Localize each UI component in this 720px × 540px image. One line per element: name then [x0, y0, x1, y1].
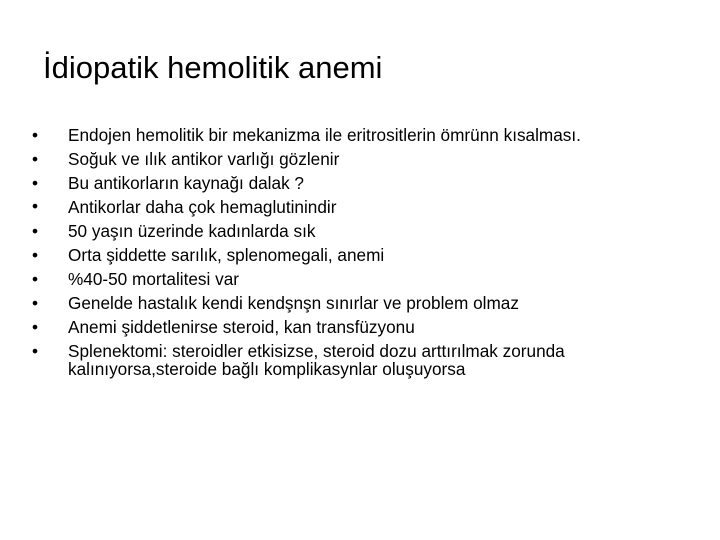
bullet-text: Antikorlar daha çok hemaglutinindir: [68, 197, 337, 217]
bullet-text: Endojen hemolitik bir mekanizma ile eritrositlerin ömrünn kısalması.: [68, 125, 581, 145]
bullet-icon: •: [32, 196, 39, 216]
bullet-text: 50 yaşın üzerinde kadınlarda sık: [68, 221, 316, 241]
list-item: [30, 267, 700, 291]
bullet-icon: •: [32, 341, 39, 361]
bullet-icon: •: [32, 317, 39, 337]
bullet-text: Genelde hastalık kendi kendşnşn sınırlar ve problem olmaz: [68, 293, 519, 313]
list-item: [30, 147, 700, 171]
bullet-text: Splenektomi: steroidler etkisizse, steroid dozu arttırılmak zorunda kalınıyorsa,steroide bağlı komplikasynlar oluşuyorsa: [68, 341, 565, 379]
list-item: [30, 171, 700, 195]
bullet-icon: •: [32, 221, 39, 241]
slide-title: İdiopatik hemolitik anemi: [43, 50, 383, 85]
bullet-icon: •: [32, 125, 39, 145]
bullet-text: Bu antikorların kaynağı dalak ?: [68, 173, 304, 193]
list-item: [30, 195, 700, 219]
bullet-icon: •: [32, 269, 39, 289]
bullet-icon: •: [32, 245, 39, 265]
list-item: [30, 339, 700, 381]
list-item: [30, 219, 700, 243]
list-item: [30, 243, 700, 267]
bullet-list: [30, 123, 700, 381]
list-item: [30, 123, 700, 147]
bullet-icon: •: [32, 149, 39, 169]
list-item: [30, 315, 700, 339]
bullet-icon: •: [32, 173, 39, 193]
list-item: [30, 291, 700, 315]
bullet-icon: •: [32, 293, 39, 313]
bullet-text: %40-50 mortalitesi var: [68, 269, 239, 289]
bullet-text: Anemi şiddetlenirse steroid, kan transfüzyonu: [68, 317, 415, 337]
bullet-text: Soğuk ve ılık antikor varlığı gözlenir: [68, 149, 340, 169]
bullet-text: Orta şiddette sarılık, splenomegali, anemi: [68, 245, 385, 265]
